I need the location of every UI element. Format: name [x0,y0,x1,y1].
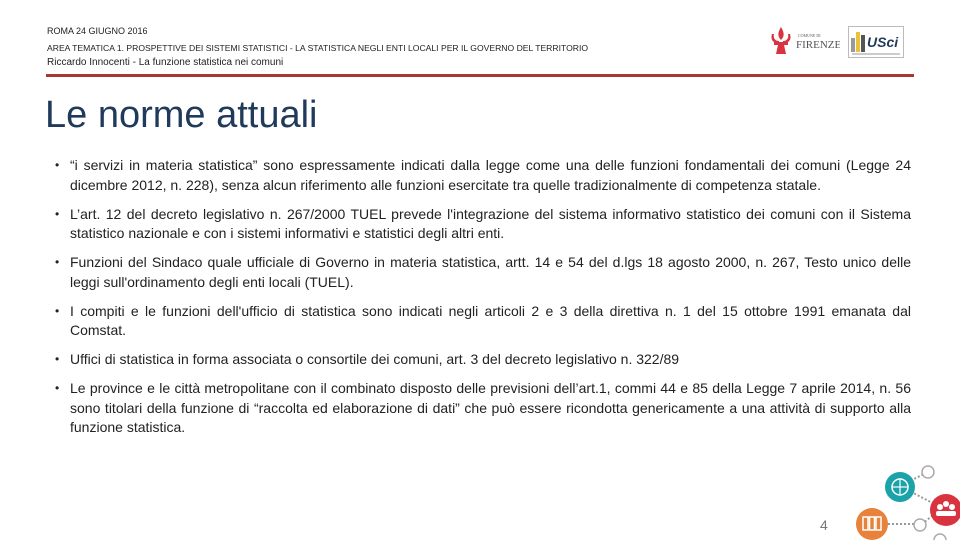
firenze-logo-text: COMUNE DI [798,33,821,38]
firenze-logo [768,24,840,58]
svg-text:FIRENZE: FIRENZE [796,39,840,51]
bullet-item: • Le province e le città metropolitane con il combinato disposto delle previsioni dell’art.1, commi 44 e 85 della Legge 7 aprile 2014, n. 56 sono titolari della funzione di “raccolta ed elaborazione di dati” che può essere ricondotta genericamente a una attività di supporto alla funzione statistica. [54,379,911,438]
bullet-item: • Funzioni del Sindaco quale ufficiale di Governo in materia statistica, artt. 14 e 54 del d.lgs 18 agosto 2000, n. 267, Testo unico delle leggi sull'ordinamento degli enti locali (TUEL). [54,253,911,292]
header-area: AREA TEMATICA 1. PROSPETTIVE DEI SISTEMI STATISTICI - LA STATISTICA NEGLI ENTI LOCALI PER IL GOVERNO DEL TERRITORIO [47,43,589,53]
bullet-item: • L’art. 12 del decreto legislativo n. 267/2000 TUEL prevede l'integrazione del sistema informativo statistico dei comuni con il Sistema statistico nazionale e con i sistemi informativi e statistici degli altri enti. [54,205,911,244]
header-author: Riccardo Innocenti - La funzione statistica nei comuni [47,57,284,68]
bullet-item: • “i servizi in materia statistica” sono espressamente indicati dalla legge come una delle funzioni fondamentali dei comuni (Legge 24 dicembre 2012, n. 228), senza alcun riferimento alle funzioni esercitate tra quelle tradizionalmente di competenza statale. [54,156,911,195]
people-icon [930,494,960,526]
binders-icon [856,508,888,540]
slide-title: Le norme attuali [45,94,318,136]
svg-text:USci: USci [867,34,899,50]
page-number: 4 [820,517,828,533]
header-divider [46,74,914,77]
bullet-item: • Uffici di statistica in forma associata o consortile dei comuni, art. 3 del decreto legislativo n. 322/89 [54,350,911,370]
header-date: ROMA 24 GIUGNO 2016 [47,26,148,36]
network-decoration [850,462,960,540]
node-circle [934,534,946,540]
usci-logo [848,26,904,58]
bullet-list [54,156,911,447]
node-circle [922,466,934,478]
node-circle [914,519,926,531]
bullet-item: • I compiti e le funzioni dell'ufficio di statistica sono indicati negli articoli 2 e 3 della direttiva n. 1 del 15 ottobre 1991 emanata dal Comstat. [54,302,911,341]
